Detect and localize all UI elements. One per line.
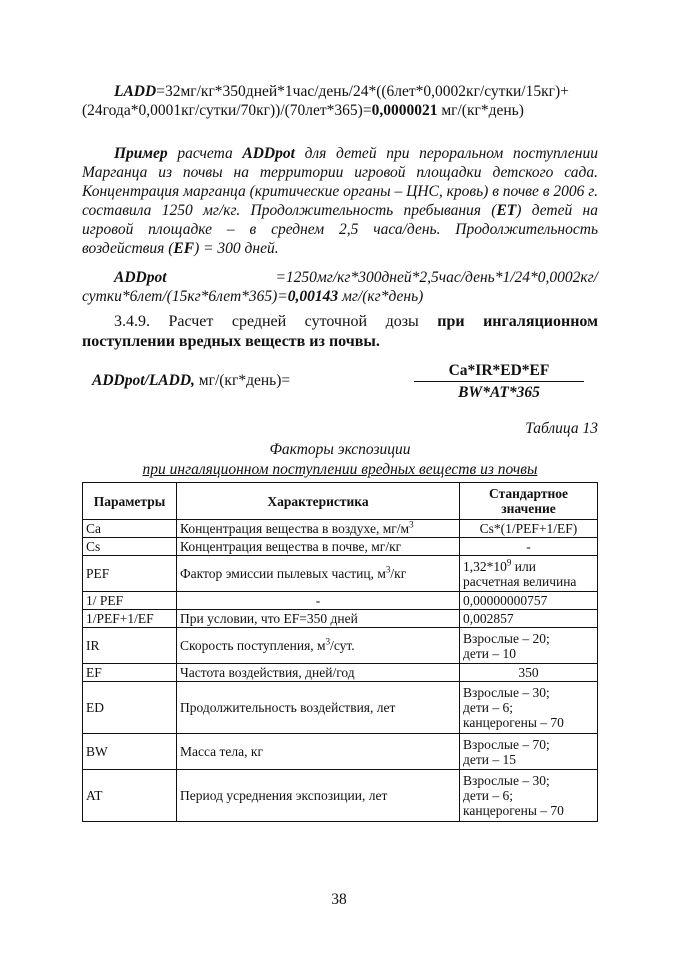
example-paragraph xyxy=(82,144,598,258)
formula-numerator: Ca*IR*ED*EF xyxy=(414,362,584,382)
description-text: Продолжительность воздействия, лет xyxy=(180,700,396,715)
table-row xyxy=(83,520,598,538)
header-standard-value: Стандартное значение xyxy=(460,483,598,520)
table-row xyxy=(83,592,598,610)
value-line: дети – 15 xyxy=(463,751,516,767)
value-line: Взрослые – 30; xyxy=(463,773,550,788)
value-superscript: 9 xyxy=(506,557,512,567)
example-text: для детей при пероральном поступлении Марганца из почвы на территории игровой площадки детского сада. Концентрация марганца (критические органы – ЦНС, кровь) в почве в 2006 г. составила 1250 мг/кг. Продолжительность пребывания ( xyxy=(82,145,598,219)
cell-param: IR xyxy=(83,628,177,664)
example-addpot: ADDpot xyxy=(242,145,295,162)
addpot-label: ADDpot xyxy=(114,269,167,286)
ladd-calculation xyxy=(82,82,598,120)
description-text: - xyxy=(315,593,321,608)
table-row xyxy=(83,682,598,734)
addpot-unit: мг/(кг*день) xyxy=(338,288,424,305)
description-superscript: 3 xyxy=(409,519,414,530)
description-suffix: /кг xyxy=(390,566,407,581)
cell-description xyxy=(177,538,460,556)
formula-left xyxy=(92,372,290,390)
section-number-text: 3.4.9. Расчет средней суточной дозы xyxy=(114,313,438,330)
page-number: 38 xyxy=(331,891,347,908)
cell-param: BW xyxy=(83,734,177,770)
section-heading xyxy=(82,312,598,352)
description-superscript: 3 xyxy=(385,564,391,575)
cell-param: 1/PEF+1/EF xyxy=(83,610,177,628)
cell-standard-value xyxy=(460,538,598,556)
value-text: 0,00000000757 xyxy=(463,593,548,608)
cell-description xyxy=(177,664,460,682)
value-line: Взрослые – 70; xyxy=(463,736,550,752)
cell-standard-value xyxy=(460,734,598,770)
cell-param: AT xyxy=(83,770,177,822)
table-caption-line2: при ингаляционном поступлении вредных веществ из почвы xyxy=(142,461,538,478)
cell-description xyxy=(177,734,460,770)
formula-fraction xyxy=(414,362,584,402)
description-text: Масса тела, кг xyxy=(180,744,263,759)
addpot-formula: =1250мг/кг*300дней*2,5час/день*1/24*0,0002кг/сутки*6лет/(15кг*6лет*365)= xyxy=(82,269,598,305)
example-et: ET xyxy=(496,202,517,219)
cell-standard-value xyxy=(460,520,598,538)
value-line: Взрослые – 30; xyxy=(463,685,550,700)
value-suffix: или расчетная величина xyxy=(463,558,577,589)
cell-param: 1/ PEF xyxy=(83,592,177,610)
description-text: При условии, что EF=350 дней xyxy=(180,611,358,626)
cell-param: Cs xyxy=(83,538,177,556)
description-superscript: 3 xyxy=(325,636,331,647)
table-row xyxy=(83,664,598,682)
value-line: дети – 6; xyxy=(463,700,513,715)
table-label: Таблица 13 xyxy=(525,420,598,437)
section-bold-text: при ингаляционном поступлении вредных веществ из почвы. xyxy=(82,313,599,350)
value-text: 1,32*10 xyxy=(463,558,507,574)
cell-description xyxy=(177,628,460,664)
cell-description xyxy=(177,610,460,628)
description-text: Фактор эмиссии пылевых частиц, м xyxy=(180,566,386,581)
value-text: 0,002857 xyxy=(463,611,514,626)
cell-standard-value xyxy=(460,770,598,822)
cell-standard-value xyxy=(460,682,598,734)
table-row xyxy=(83,556,598,592)
ladd-label: LADD xyxy=(114,83,157,100)
value-line: канцерогены – 70 xyxy=(463,803,564,818)
cell-param: PEF xyxy=(83,556,177,592)
example-text: ) детей на игровой площадке – в среднем 2,5 часа/день. Продолжительность воздействия ( xyxy=(82,202,598,257)
cell-description xyxy=(177,682,460,734)
table-row xyxy=(83,538,598,556)
formula-left-unit: мг/(кг*день)= xyxy=(194,372,291,389)
cell-param: Ca xyxy=(83,520,177,538)
description-text: Период усреднения экспозиции, лет xyxy=(180,788,388,803)
ladd-result: 0,0000021 xyxy=(371,102,438,119)
header-params: Параметры xyxy=(83,483,177,520)
header-description: Характеристика xyxy=(177,483,460,520)
dose-formula xyxy=(82,362,602,406)
example-text: расчета xyxy=(167,145,243,162)
description-text: Концентрация вещества в воздухе, мг/м xyxy=(180,521,410,536)
description-text: Концентрация вещества в почве, мг/кг xyxy=(180,539,402,554)
ladd-unit: мг/(кг*день) xyxy=(437,102,524,119)
cell-standard-value xyxy=(460,628,598,664)
cell-standard-value xyxy=(460,610,598,628)
table-row xyxy=(83,628,598,664)
table-caption-line1: Факторы экспозиции xyxy=(269,441,411,458)
addpot-result: 0,00143 xyxy=(287,288,339,305)
value-text: 350 xyxy=(518,665,539,680)
value-line: дети – 10 xyxy=(463,645,516,661)
example-ef: EF xyxy=(173,240,195,257)
example-text: ) = 300 дней. xyxy=(194,240,279,257)
cell-description xyxy=(177,592,460,610)
ladd-formula: =32мг/кг*350дней*1час/день/24*((6лет*0,0002кг/сутки/15кг)+(24года*0,0001кг/сутки/70кг))/(70лет*365)= xyxy=(82,83,569,119)
value-text: Cs*(1/PEF+1/EF) xyxy=(479,521,578,536)
formula-denominator: BW*AT*365 xyxy=(458,384,540,401)
cell-param: ED xyxy=(83,682,177,734)
description-text: Частота воздействия, дней/год xyxy=(180,665,355,680)
formula-left-bold: ADDpot/LADD, xyxy=(92,372,195,389)
cell-description xyxy=(177,770,460,822)
cell-standard-value xyxy=(460,592,598,610)
addpot-calculation xyxy=(82,268,598,306)
cell-standard-value xyxy=(460,664,598,682)
value-line: канцерогены – 70 xyxy=(463,715,564,730)
cell-param: EF xyxy=(83,664,177,682)
description-suffix: /сут. xyxy=(330,638,355,653)
description-text: Скорость поступления, м xyxy=(180,638,326,653)
table-row xyxy=(83,610,598,628)
value-line: Взрослые – 20; xyxy=(463,630,550,646)
table-header-row xyxy=(83,483,598,520)
cell-description xyxy=(177,556,460,592)
value-line: дети – 6; xyxy=(463,788,513,803)
cell-description xyxy=(177,520,460,538)
table-row xyxy=(83,734,598,770)
example-lead: Пример xyxy=(114,145,168,162)
table-row xyxy=(83,770,598,822)
cell-standard-value xyxy=(460,556,598,592)
exposure-factors-table xyxy=(82,482,598,822)
value-text: - xyxy=(526,539,531,554)
